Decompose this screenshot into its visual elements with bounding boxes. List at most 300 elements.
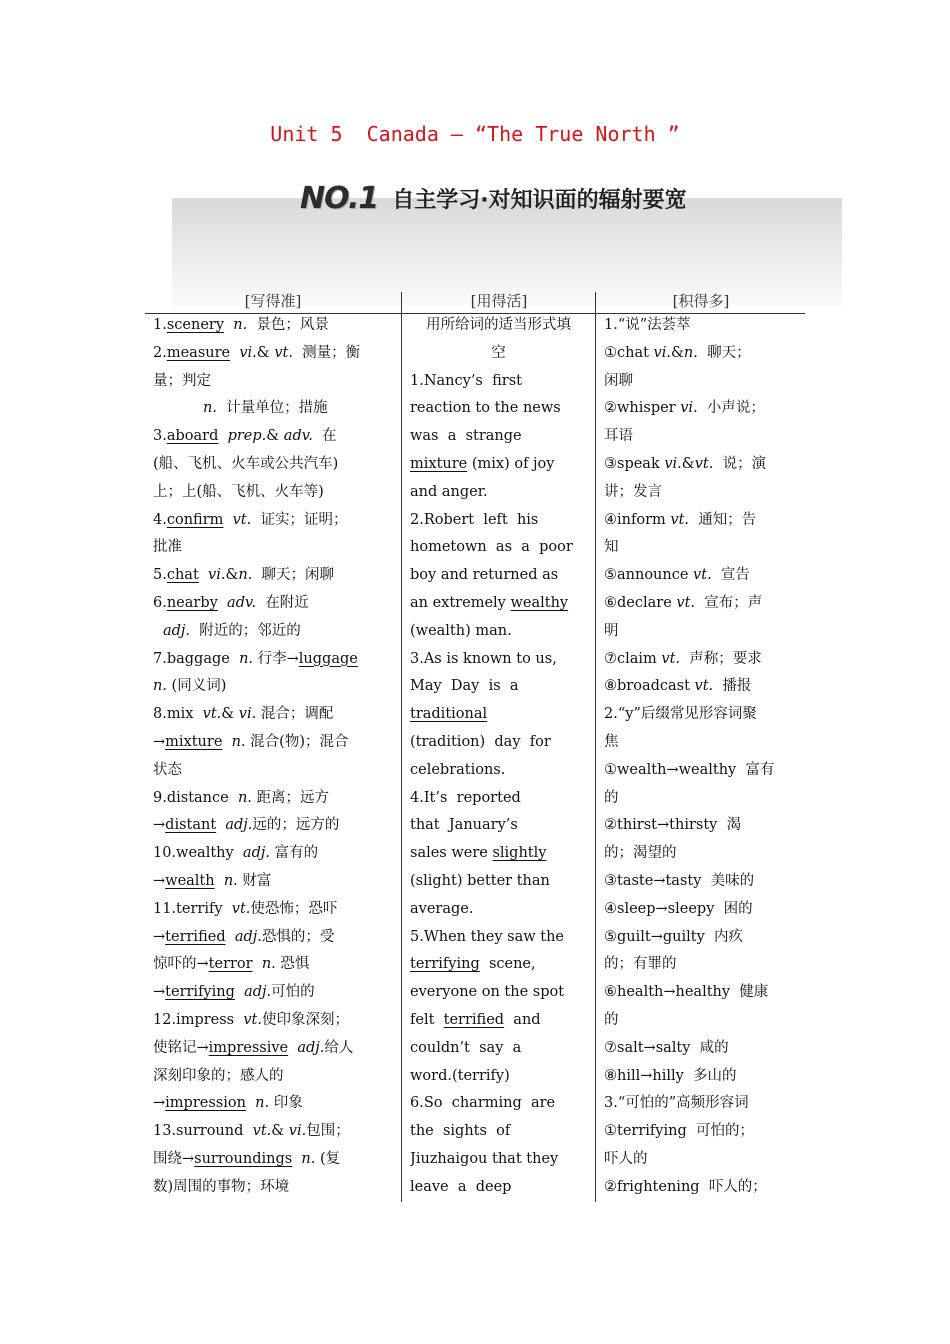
- text-segment: (tradition) day for: [410, 733, 551, 750]
- text-line: [604, 423, 797, 451]
- text-segment: 状态: [153, 761, 182, 778]
- text-line: [604, 868, 797, 896]
- section-banner-text: [300, 176, 687, 220]
- text-line: [410, 451, 587, 479]
- text-segment: ①chat: [604, 344, 654, 361]
- column-heading-middle: [用得活]: [470, 292, 528, 310]
- text-segment: 的: [604, 1011, 619, 1028]
- text-line: [604, 979, 797, 1007]
- text-segment: 明: [604, 622, 619, 639]
- text-line: [604, 701, 797, 729]
- text-segment: [218, 428, 227, 444]
- text-segment: &: [266, 428, 284, 445]
- answer-blank: chat: [166, 567, 199, 584]
- text-line: [153, 701, 394, 729]
- text-segment: 4.It’s reported: [410, 789, 521, 806]
- text-segment: 1.: [153, 317, 167, 333]
- text-line: [604, 1174, 797, 1202]
- text-line: [410, 840, 587, 868]
- text-segment: 焦: [604, 733, 619, 750]
- text-segment: &: [271, 1123, 289, 1140]
- text-segment: ⑧hill→hilly 多山的: [604, 1067, 737, 1084]
- text-line: [153, 1035, 394, 1063]
- text-segment: 印象: [269, 1095, 303, 1112]
- text-line: [153, 1063, 394, 1091]
- text-segment: 可怕的: [271, 984, 315, 1001]
- text-segment: felt: [410, 1011, 444, 1028]
- text-segment: adj.: [163, 622, 191, 639]
- text-segment: Jiuzhaigou that they: [410, 1150, 559, 1167]
- text-line: [604, 1007, 797, 1035]
- text-line: [604, 1090, 797, 1118]
- text-segment: boy and returned as: [410, 567, 559, 584]
- section-number: NO.1: [300, 180, 379, 216]
- text-segment: reaction to the news: [410, 400, 561, 417]
- text-line: [410, 1174, 587, 1202]
- answer-blank: mixture: [410, 455, 468, 472]
- text-segment: ①terrifying 可怕的；: [604, 1123, 754, 1140]
- text-line: [604, 368, 797, 396]
- answer-blank: terrifying: [410, 956, 480, 973]
- text-segment: 聊天；: [697, 344, 751, 361]
- text-segment: 5.: [153, 567, 167, 584]
- text-line: [604, 451, 797, 479]
- text-line: [153, 590, 394, 618]
- text-segment: vt.: [661, 650, 681, 667]
- text-line: [410, 729, 587, 757]
- text-line: [604, 729, 797, 757]
- text-segment: ⑦salt→salty 咸的: [604, 1039, 729, 1056]
- answer-blank: wealth: [165, 872, 215, 889]
- text-line: [410, 368, 587, 396]
- text-line: [604, 1035, 797, 1063]
- text-segment: 11.terrify: [153, 900, 232, 917]
- text-segment: →: [153, 928, 166, 945]
- text-line: [604, 395, 797, 423]
- text-segment: 使铭记→: [153, 1039, 209, 1056]
- text-segment: 2.“y”后缀常见形容词聚: [604, 706, 757, 723]
- text-segment: vt.: [670, 511, 690, 528]
- text-line: [153, 368, 394, 396]
- text-segment: vi.: [208, 567, 226, 584]
- text-segment: . 距离；远方: [247, 789, 329, 806]
- text-line: [153, 1146, 394, 1174]
- text-segment: 批准: [153, 539, 182, 556]
- column-divider: [595, 292, 596, 1202]
- text-segment: leave a deep: [410, 1178, 512, 1195]
- answer-blank: measure: [166, 344, 231, 361]
- text-line: [410, 423, 587, 451]
- column-divider: [401, 292, 402, 1202]
- text-segment: 混合(物)；混合: [245, 733, 349, 750]
- text-segment: (slight) better than: [410, 872, 550, 889]
- text-segment: 3.: [153, 428, 167, 445]
- text-segment: 恐惧的；受: [261, 928, 335, 945]
- text-line: [604, 618, 797, 646]
- text-segment: ④sleep→sleepy 困的: [604, 900, 753, 917]
- text-line: [604, 896, 797, 924]
- text-line: [410, 340, 587, 368]
- text-segment: . 恐惧: [271, 956, 310, 973]
- answer-blank: terrified: [443, 1011, 505, 1028]
- text-segment: an extremely: [410, 594, 511, 611]
- text-segment: vi.: [238, 706, 257, 723]
- text-segment: &: [221, 706, 239, 723]
- text-segment: [222, 734, 231, 750]
- text-segment: [235, 984, 244, 1000]
- text-segment: sales were: [410, 845, 493, 862]
- column-use-flexibly: [410, 312, 587, 1202]
- text-segment: vt.: [202, 706, 222, 723]
- text-line: [410, 868, 587, 896]
- text-segment: 附近的；邻近的: [190, 622, 301, 639]
- answer-blank: nearby: [166, 594, 218, 611]
- text-segment: 证实；证明；: [251, 511, 348, 528]
- text-segment: 8.mix: [153, 706, 203, 723]
- text-segment: prep.: [227, 428, 267, 445]
- text-segment: ⑤guilt→guilty 内疚: [604, 928, 744, 945]
- text-segment: [199, 567, 208, 583]
- text-segment: 闲聊: [604, 372, 633, 389]
- text-segment: →: [153, 1095, 166, 1112]
- text-segment: vt.: [252, 1123, 272, 1140]
- text-segment: vi.: [680, 400, 698, 417]
- text-line: [410, 479, 587, 507]
- text-segment: was a strange: [410, 428, 522, 445]
- text-segment: n.: [153, 678, 167, 695]
- text-segment: 深刻印象的；感人的: [153, 1067, 284, 1084]
- text-segment: &: [681, 455, 695, 472]
- text-line: [153, 423, 394, 451]
- text-line: [604, 673, 797, 701]
- text-segment: n: [301, 1150, 311, 1167]
- text-segment: &: [225, 567, 239, 584]
- text-segment: n.: [238, 567, 253, 584]
- text-line: [153, 1174, 394, 1202]
- text-line: [604, 534, 797, 562]
- text-line: [153, 979, 394, 1007]
- answer-blank: impression: [165, 1095, 246, 1112]
- text-segment: word.(terrify): [410, 1067, 510, 1084]
- text-segment: [246, 1095, 255, 1111]
- text-segment: couldn’t say a: [410, 1039, 522, 1056]
- text-segment: vt.: [694, 455, 714, 472]
- text-segment: [218, 595, 227, 611]
- answer-blank: confirm: [166, 511, 224, 528]
- text-line: [410, 618, 587, 646]
- answer-blank: traditional: [410, 706, 488, 723]
- text-segment: . 行李→: [248, 650, 299, 667]
- text-segment: 聊天；闲聊: [252, 567, 335, 584]
- text-segment: [253, 956, 262, 972]
- text-segment: 10.wealthy: [153, 845, 243, 862]
- text-line: [410, 507, 587, 535]
- text-segment: n.: [255, 1095, 270, 1112]
- text-line: [153, 729, 394, 757]
- text-segment: 使恐怖；恐吓: [250, 900, 338, 917]
- text-segment: (船、飞机、火车或公共汽车): [153, 455, 339, 472]
- answer-blank: slightly: [492, 845, 547, 862]
- text-segment: ②whisper: [604, 400, 681, 417]
- text-segment: ⑧broadcast: [604, 678, 695, 695]
- text-segment: vt.: [694, 678, 714, 695]
- text-line: [410, 812, 587, 840]
- text-segment: 混合；调配: [256, 706, 334, 723]
- text-segment: 计量单位；措施: [216, 400, 328, 417]
- text-segment: ⑥declare: [604, 594, 677, 611]
- text-line: [153, 840, 394, 868]
- text-line: [410, 896, 587, 924]
- text-line: [153, 1007, 394, 1035]
- text-segment: 包围；: [306, 1123, 350, 1140]
- text-line: [604, 951, 797, 979]
- text-segment: 宣布；声: [695, 594, 763, 611]
- text-line: [153, 785, 394, 813]
- text-line: [604, 812, 797, 840]
- unit-title: Unit 5 Canada — “The True North ”: [270, 122, 680, 146]
- text-line: [153, 1118, 394, 1146]
- text-segment: [288, 1040, 297, 1056]
- text-segment: scene,: [479, 956, 536, 973]
- text-segment: 给人: [324, 1039, 354, 1056]
- column-accumulate-more: [604, 312, 797, 1202]
- text-segment: the sights of: [410, 1123, 511, 1140]
- text-segment: 围绕→: [153, 1150, 195, 1167]
- text-segment: n: [261, 956, 272, 973]
- text-segment: 在: [312, 428, 337, 445]
- text-segment: (wealth) man.: [410, 622, 512, 639]
- text-segment: [215, 873, 224, 889]
- text-segment: 使印象深刻；: [261, 1011, 349, 1028]
- answer-blank: terrified: [165, 928, 226, 945]
- text-segment: 的；渴望的: [604, 845, 677, 862]
- text-segment: that January’s: [410, 817, 518, 834]
- answer-blank: impressive: [208, 1039, 289, 1056]
- text-segment: everyone on the spot: [410, 984, 565, 1001]
- text-segment: n.: [203, 400, 217, 417]
- text-line: [604, 1146, 797, 1174]
- text-segment: ③speak: [604, 455, 665, 472]
- answer-blank: luggage: [298, 650, 358, 667]
- text-segment: vi.: [239, 344, 257, 361]
- text-line: [153, 479, 394, 507]
- text-segment: 在附近: [256, 594, 309, 611]
- text-line: [604, 340, 797, 368]
- text-segment: 4.: [153, 511, 167, 528]
- text-line: [604, 646, 797, 674]
- text-line: [410, 395, 587, 423]
- text-segment: ③taste→tasty 美味的: [604, 872, 755, 889]
- text-line: [153, 562, 394, 590]
- column-heading-right: [积得多]: [672, 292, 730, 310]
- text-segment: (同义词): [166, 678, 227, 695]
- text-segment: ①wealth→wealthy 富有: [604, 761, 775, 778]
- text-segment: 5.When they saw the: [410, 928, 565, 945]
- text-segment: 的；有罪的: [604, 956, 677, 973]
- text-segment: adj.: [244, 984, 272, 1001]
- text-line: [153, 451, 394, 479]
- text-line: [604, 590, 797, 618]
- text-line: [153, 868, 394, 896]
- answer-blank: mixture: [165, 733, 223, 750]
- text-segment: 7.baggage: [153, 650, 240, 667]
- text-segment: May Day is a: [410, 678, 519, 695]
- answer-blank: terrifying: [165, 984, 235, 1001]
- text-segment: 的: [604, 789, 619, 806]
- text-segment: adj.: [297, 1039, 325, 1056]
- text-segment: 小声说；: [697, 400, 765, 417]
- text-segment: n.: [231, 733, 246, 750]
- answer-blank: surroundings: [194, 1150, 293, 1167]
- text-segment: vi.: [653, 344, 671, 361]
- text-segment: 空: [491, 344, 506, 361]
- text-segment: . (复: [310, 1150, 341, 1167]
- text-line: [604, 1118, 797, 1146]
- text-segment: adj.: [225, 817, 253, 834]
- text-segment: →: [153, 733, 166, 750]
- text-segment: n.: [233, 317, 248, 333]
- text-line: [153, 312, 394, 340]
- text-segment: 吓人的: [604, 1150, 648, 1167]
- text-segment: 2.: [153, 344, 167, 361]
- text-line: [604, 757, 797, 785]
- text-segment: vt.: [274, 344, 293, 361]
- text-line: [153, 646, 394, 674]
- text-line: [153, 534, 394, 562]
- text-line: [153, 507, 394, 535]
- text-line: [410, 785, 587, 813]
- answer-blank: distant: [165, 817, 217, 834]
- text-segment: &: [256, 344, 275, 361]
- text-line: [410, 924, 587, 952]
- text-line: [604, 840, 797, 868]
- text-line: [604, 562, 797, 590]
- text-segment: →: [153, 872, 166, 889]
- text-segment: 上；上(船、飞机、火车等): [153, 483, 324, 500]
- text-segment: 景色；风景: [247, 317, 329, 333]
- text-segment: &: [671, 344, 684, 361]
- text-segment: 6.So charming are: [410, 1095, 556, 1112]
- text-segment: 惊吓的→: [153, 956, 209, 973]
- text-segment: 富有的: [269, 845, 319, 862]
- answer-blank: terror: [208, 956, 253, 973]
- section-title: 自主学习·对知识面的辐射要宽: [392, 187, 687, 213]
- text-line: [153, 951, 394, 979]
- text-segment: 耳语: [604, 428, 633, 445]
- text-segment: 知: [604, 539, 619, 556]
- text-segment: 声称；要求: [680, 650, 762, 667]
- column-write-accurately: [153, 312, 394, 1202]
- text-segment: 讲；发言: [604, 483, 662, 500]
- text-segment: 用所给词的适当形式填: [426, 317, 571, 333]
- text-segment: [223, 512, 232, 528]
- text-line: [410, 646, 587, 674]
- text-segment: 通知；告: [689, 511, 757, 528]
- text-segment: (mix) of joy: [467, 455, 555, 472]
- text-segment: 1.Nancy’s first: [410, 372, 522, 389]
- text-segment: →: [153, 817, 166, 834]
- text-segment: ②thirst→thirsty 渴: [604, 817, 742, 834]
- text-line: [604, 785, 797, 813]
- text-line: [410, 979, 587, 1007]
- text-segment: vi.: [288, 1123, 307, 1140]
- text-segment: →: [153, 984, 166, 1001]
- text-segment: vi.: [664, 455, 682, 472]
- text-segment: n: [237, 789, 248, 806]
- text-line: [410, 757, 587, 785]
- text-line: [153, 618, 394, 646]
- text-segment: ⑦claim: [604, 650, 662, 667]
- text-segment: adv.: [283, 428, 313, 445]
- text-segment: 1.“说”法荟萃: [604, 317, 691, 333]
- text-segment: vt.: [676, 594, 696, 611]
- text-line: [153, 395, 394, 423]
- text-segment: [216, 817, 225, 833]
- text-segment: 12.impress: [153, 1011, 244, 1028]
- text-line: [410, 312, 587, 340]
- text-segment: 远的；远方的: [252, 817, 340, 834]
- text-line: [410, 1063, 587, 1091]
- text-segment: [230, 345, 239, 361]
- text-segment: 3.As is known to us,: [410, 650, 557, 667]
- text-line: [604, 507, 797, 535]
- text-segment: and anger.: [410, 483, 488, 500]
- text-line: [410, 562, 587, 590]
- text-segment: adv.: [227, 594, 257, 611]
- text-line: [410, 1090, 587, 1118]
- text-segment: ②frightening 吓人的；: [604, 1178, 767, 1195]
- text-line: [604, 1063, 797, 1091]
- text-segment: [224, 317, 233, 333]
- text-segment: n.: [223, 872, 238, 889]
- text-segment: 量；判定: [153, 372, 211, 389]
- text-segment: adj.: [242, 845, 270, 862]
- text-segment: 6.: [153, 594, 167, 611]
- answer-blank: wealthy: [510, 594, 569, 611]
- text-line: [153, 812, 394, 840]
- text-line: [410, 701, 587, 729]
- text-segment: vt.: [232, 511, 252, 528]
- column-heading-left: [写得准]: [244, 292, 302, 310]
- text-segment: 说；演: [713, 455, 767, 472]
- text-segment: 2.Robert left his: [410, 511, 539, 528]
- text-segment: vt.: [243, 1011, 262, 1028]
- text-segment: ⑤announce: [604, 567, 694, 584]
- text-segment: n: [239, 650, 249, 667]
- text-segment: celebrations.: [410, 761, 506, 778]
- text-segment: 3.“可怕的”高频形容词: [604, 1095, 749, 1112]
- text-line: [410, 1146, 587, 1174]
- text-segment: average.: [410, 900, 474, 917]
- text-segment: 数)周围的事物；环境: [153, 1178, 290, 1195]
- text-line: [604, 479, 797, 507]
- text-line: [410, 590, 587, 618]
- text-line: [153, 340, 394, 368]
- text-segment: 播报: [713, 678, 752, 695]
- text-line: [604, 312, 797, 340]
- text-line: [153, 924, 394, 952]
- text-segment: ⑥health→healthy 健康: [604, 984, 769, 1001]
- text-line: [153, 1090, 394, 1118]
- text-segment: 测量；衡: [292, 344, 361, 361]
- text-segment: and: [504, 1011, 541, 1028]
- text-line: [410, 1035, 587, 1063]
- text-segment: 9.distance: [153, 789, 238, 806]
- text-line: [153, 896, 394, 924]
- text-segment: 财富: [237, 872, 272, 889]
- text-segment: [226, 929, 235, 945]
- text-segment: 宣告: [711, 567, 750, 584]
